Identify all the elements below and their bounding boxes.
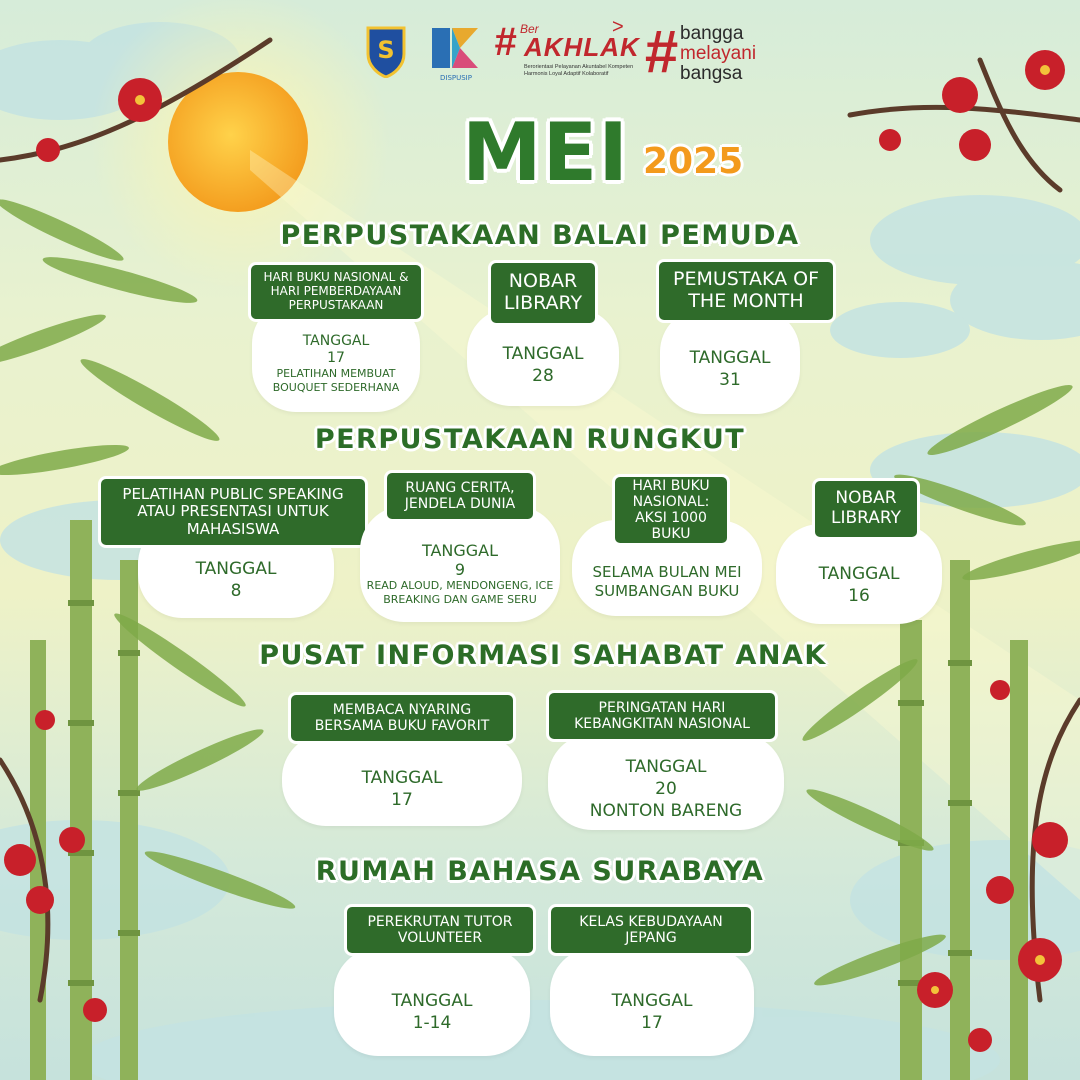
event-label: PERINGATAN HARI KEBANGKITAN NASIONAL (546, 690, 778, 742)
event-date-label: TANGGAL (689, 348, 771, 368)
event-label: PELATIHAN PUBLIC SPEAKING ATAU PRESENTASI UNTUK MAHASISWA (98, 476, 368, 548)
event-label: HARI BUKU NASIONAL: AKSI 1000 BUKU (612, 474, 730, 546)
bangga-line-3: bangsa (680, 63, 743, 84)
event-label: HARI BUKU NASIONAL & HARI PEMBERDAYAAN PERPUSTAKAAN (248, 262, 424, 322)
event-date: 17 (641, 1013, 663, 1033)
event-date-label: TANGGAL (625, 757, 707, 777)
event-card-body (334, 948, 530, 1056)
event-date: 31 (719, 370, 741, 390)
event-date-label: SELAMA BULAN MEI (592, 563, 742, 581)
akhlak-subtitle: Berorientasi Pelayanan Akuntabel Kompeten Harmonis Loyal Adaptif Kolaboratif (524, 64, 634, 77)
event-label: NOBAR LIBRARY (812, 478, 920, 540)
event-date: 20 (655, 779, 677, 799)
event-date: SUMBANGAN BUKU (594, 582, 740, 600)
event-date: 16 (848, 586, 870, 606)
event-card-body (360, 506, 560, 622)
event-date: 8 (230, 581, 242, 601)
event-date: 28 (532, 366, 554, 386)
page-title-year: 2025 (643, 141, 744, 182)
event-card-body (550, 948, 754, 1056)
bangga-melayani-logo (644, 20, 794, 86)
event-date-label: TANGGAL (818, 564, 900, 584)
hash-icon: # (494, 20, 517, 64)
event-label: MEMBACA NYARING BERSAMA BUKU FAVORIT (288, 692, 516, 744)
event-date: 17 (327, 350, 345, 366)
event-date: 1-14 (412, 1013, 452, 1033)
event-date-label: TANGGAL (611, 991, 693, 1011)
event-date-label: TANGGAL (195, 559, 277, 579)
svg-text:S: S (377, 36, 395, 64)
chevron-right-icon: > (612, 16, 624, 38)
dispusip-mark-icon (426, 24, 486, 72)
event-label: PEMUSTAKA OF THE MONTH (656, 259, 836, 323)
event-card-body (660, 308, 800, 414)
section-title-rungkut: PERPUSTAKAAN RUNGKUT (314, 424, 746, 455)
section-title-rumah-bahasa: RUMAH BAHASA SURABAYA (315, 856, 765, 887)
event-label: RUANG CERITA, JENDELA DUNIA (384, 470, 536, 522)
event-date: 17 (391, 790, 413, 810)
event-card-body (548, 734, 784, 830)
event-date-label: TANGGAL (502, 344, 584, 364)
event-date-label: TANGGAL (361, 768, 443, 788)
dispusip-logo (426, 24, 486, 86)
section-title-pusat-informasi: PUSAT INFORMASI SAHABAT ANAK (259, 640, 827, 671)
bangga-line-1: bangga (680, 23, 744, 44)
event-date-label: TANGGAL (421, 541, 499, 560)
page-title-month: MEI (462, 106, 630, 199)
akhlak-ber: Ber (520, 22, 539, 36)
event-note: PELATIHAN MEMBUAT BOUQUET SEDERHANA (272, 367, 400, 394)
section-title-balai-pemuda: PERPUSTAKAAN BALAI PEMUDA (280, 220, 800, 251)
berakhlak-logo (494, 16, 644, 86)
surabaya-crest-icon (364, 24, 408, 78)
event-label: KELAS KEBUDAYAAN JEPANG (548, 904, 754, 956)
logo-bar (360, 16, 800, 86)
event-card-body (282, 734, 522, 826)
event-date-label: TANGGAL (302, 333, 370, 349)
akhlak-word: AKHLAK (524, 32, 640, 62)
event-label: NOBAR LIBRARY (488, 260, 598, 326)
event-note: READ ALOUD, MENDONGENG, ICE BREAKING DAN GAME SERU (366, 579, 554, 606)
event-note: NONTON BARENG (589, 801, 743, 821)
hash-icon: # (644, 18, 678, 85)
event-date: 9 (454, 560, 466, 579)
event-label: PEREKRUTAN TUTOR VOLUNTEER (344, 904, 536, 956)
bangga-line-2: melayani (680, 43, 757, 64)
event-date-label: TANGGAL (391, 991, 473, 1011)
dispusip-text: DISPUSIP (440, 74, 472, 82)
